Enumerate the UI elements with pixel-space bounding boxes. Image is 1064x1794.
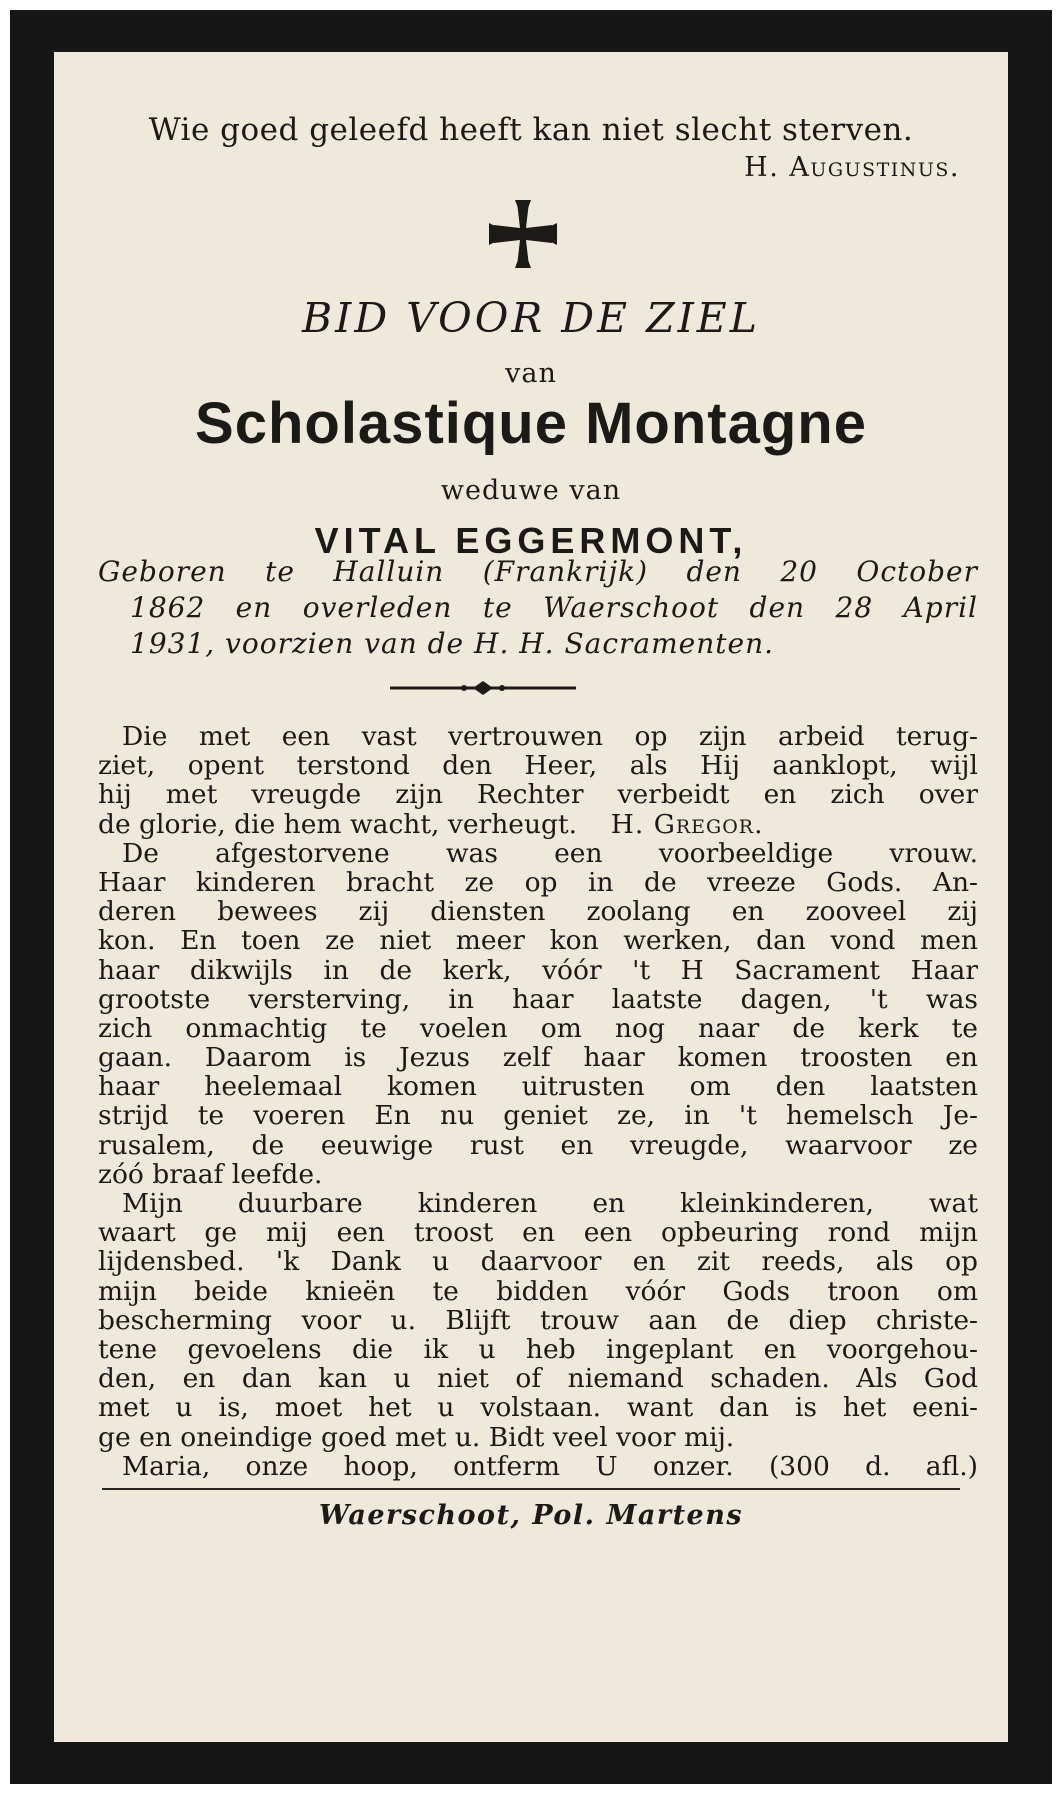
text-line: ge en oneindige goed met u. Bidt veel voor mij. xyxy=(98,1421,735,1453)
text-line xyxy=(98,810,978,839)
text-line: zóó braaf leefde. xyxy=(98,1158,323,1190)
text-line: zich onmachtig te voelen om nog naar de kerk te xyxy=(98,1012,978,1044)
divider-ornament-icon xyxy=(390,680,576,696)
husband-name: VITAL EGGERMONT, xyxy=(314,520,748,561)
text-line: rusalem, de eeuwige rust en vreugde, waarvoor ze xyxy=(98,1129,978,1161)
text-line xyxy=(98,1452,978,1481)
text-line: Mijn duurbare kinderen en kleinkinderen, wat xyxy=(122,1188,978,1219)
card-paper xyxy=(54,52,1008,1742)
memorial-text xyxy=(98,722,978,1481)
text-line: grootste versterving, in haar laatste dagen, 't was xyxy=(98,983,978,1015)
text-line: Haar kinderen bracht ze op in de vreeze Gods. An- xyxy=(98,866,978,898)
bottom-divider xyxy=(102,1488,960,1490)
cross-pattee-icon xyxy=(487,198,559,270)
deceased-name: Scholastique Montagne xyxy=(195,391,867,456)
epigraph: Wie goed geleefd heeft kan niet slecht sterven. xyxy=(148,112,914,148)
text-line-content: de glorie, die hem wacht, verheugt. xyxy=(98,808,578,840)
birth-line: Geboren te Halluin (Frankrijk) den 20 October xyxy=(98,555,978,588)
birth-line: 1862 en overleden te Waerschoot den 28 April xyxy=(130,591,978,624)
text-line: ziet, opent terstond den Heer, als Hij aanklopt, wijl xyxy=(98,750,978,782)
text-line: haar heelemaal komen uitrusten om den laatsten xyxy=(98,1071,978,1103)
text-line: De afgestorvene was een voorbeeldige vrouw. xyxy=(122,837,978,869)
quote-source: H. Gregor. xyxy=(610,808,764,840)
text-line: waart ge mij een troost en een opbeuring rond mijn xyxy=(98,1217,978,1249)
text-line: den, en dan kan u niet of niemand schaden. Als God xyxy=(98,1363,978,1395)
memorial-card xyxy=(10,10,1052,1784)
prayer-text: Maria, onze hoop, ontferm U onzer. xyxy=(122,1450,734,1482)
text-line: hij met vreugde zijn Rechter verbeidt en zich over xyxy=(98,779,978,811)
text-line: mijn beide knieën te bidden vóór Gods troon om xyxy=(98,1275,978,1307)
indulgence-note: (300 d. afl.) xyxy=(768,1450,978,1482)
text-line: met u is, moet het u volstaan. want dan is het eeni- xyxy=(98,1392,978,1424)
text-line: lijdensbed. 'k Dank u daarvoor en zit reeds, als op xyxy=(98,1246,978,1278)
text-line: tene gevoelens die ik u heb ingeplant en voorgehou- xyxy=(98,1333,978,1365)
text-line: bescherming voor u. Blijft trouw aan de diep christe- xyxy=(98,1304,978,1336)
van-label: van xyxy=(505,358,557,389)
text-line: deren bewees zij diensten zoolang en zooveel zij xyxy=(98,896,978,928)
text-line: gaan. Daarom is Jezus zelf haar komen troosten en xyxy=(98,1042,978,1074)
text-line: kon. En toen ze niet meer kon werken, dan vond men xyxy=(98,925,978,957)
epigraph-author: H. Augustinus. xyxy=(744,152,960,183)
birth-line: 1931, voorzien van de H. H. Sacramenten. xyxy=(130,627,775,660)
printer-imprint: Waerschoot, Pol. Martens xyxy=(318,1500,744,1531)
widow-of-label: weduwe van xyxy=(440,475,622,506)
heading: BID VOOR DE ZIEL xyxy=(302,294,760,342)
text-line: Die met een vast vertrouwen op zijn arbeid terug- xyxy=(122,721,978,752)
text-line: haar dikwijls in de kerk, vóór 't H Sacrament Haar xyxy=(98,954,978,986)
text-line: strijd te voeren En nu geniet ze, in 't hemelsch Je- xyxy=(98,1100,978,1132)
